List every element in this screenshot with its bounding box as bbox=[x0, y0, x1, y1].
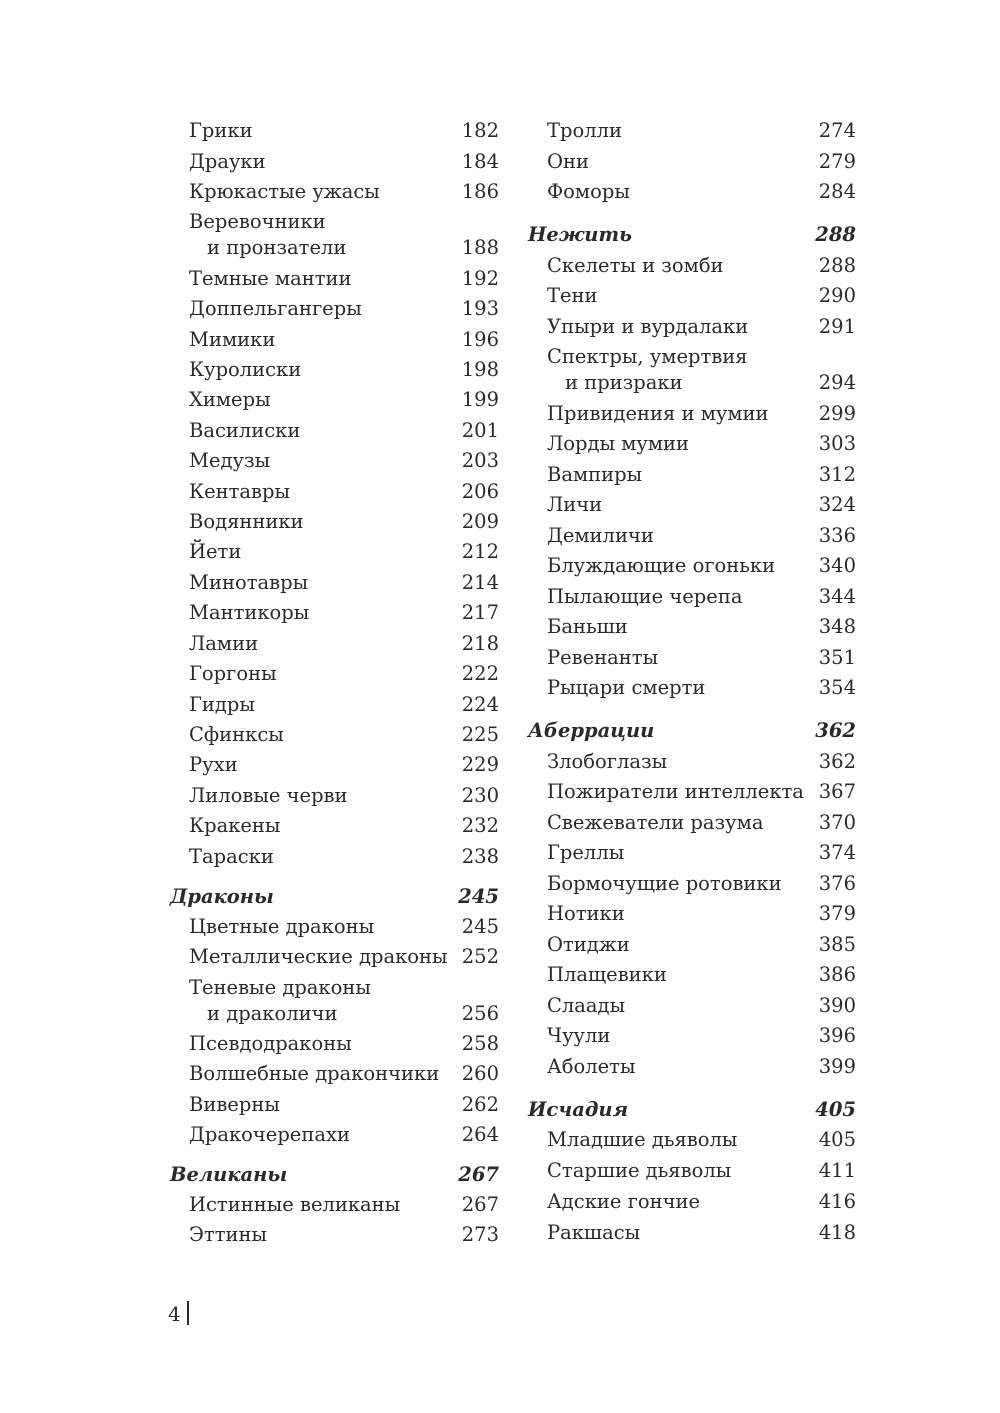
toc-entry-page: 199 bbox=[461, 388, 499, 411]
toc-entry-title: Чуули bbox=[547, 1024, 611, 1047]
toc-entry-page: 258 bbox=[461, 1032, 499, 1055]
toc-entry-page: 245 bbox=[461, 915, 499, 938]
toc-entry-page: 192 bbox=[461, 267, 499, 290]
toc-entry-title: Лиловые черви bbox=[189, 784, 348, 807]
toc-entry-title: Металлические драконы bbox=[189, 945, 448, 968]
toc-entry-title: Гидры bbox=[189, 693, 255, 716]
toc-entry-page: 203 bbox=[461, 449, 499, 472]
toc-entry-page: 385 bbox=[818, 933, 856, 956]
toc-entry-page: 312 bbox=[818, 463, 856, 486]
toc-entry-page: 224 bbox=[461, 693, 499, 716]
toc-entry-page: 340 bbox=[818, 554, 856, 577]
toc-entry-title: Крюкастые ужасы bbox=[189, 180, 380, 203]
toc-entry-title: Личи bbox=[547, 493, 603, 516]
toc-entry-title: Химеры bbox=[189, 388, 271, 411]
toc-entry-title: Ракшасы bbox=[547, 1221, 641, 1244]
toc-entry-title: Василиски bbox=[189, 419, 301, 442]
toc-entry-title: Теневые драконы bbox=[189, 976, 371, 999]
toc-entry-title: Драконы bbox=[170, 885, 274, 908]
toc-entry-title: Злобоглазы bbox=[547, 750, 668, 773]
toc-entry-title: Нотики bbox=[547, 902, 625, 925]
toc-entry-page: 188 bbox=[461, 236, 499, 259]
folio-rule bbox=[187, 1301, 189, 1325]
toc-entry-title: Рухи bbox=[189, 753, 238, 776]
toc-entry-title: Плащевики bbox=[547, 963, 667, 986]
toc-entry-page: 230 bbox=[461, 784, 499, 807]
toc-entry-title: Греллы bbox=[547, 841, 625, 864]
toc-entry-title: Водянники bbox=[189, 510, 304, 533]
toc-entry-page: 186 bbox=[461, 180, 499, 203]
toc-entry-page: 303 bbox=[818, 432, 856, 455]
toc-entry-page: 193 bbox=[461, 297, 499, 320]
toc-entry-title: Дракочерепахи bbox=[189, 1123, 350, 1146]
toc-entry-page: 367 bbox=[818, 780, 856, 803]
toc-entry-title: Рыцари смерти bbox=[547, 676, 706, 699]
toc-entry-title: Лорды мумии bbox=[547, 432, 690, 455]
toc-entry-page: 288 bbox=[818, 254, 856, 277]
toc-entry-page: 238 bbox=[461, 845, 499, 868]
toc-entry-page: 267 bbox=[458, 1163, 499, 1186]
toc-entry-title: Волшебные дракончики bbox=[189, 1062, 440, 1085]
toc-entry-page: 390 bbox=[818, 994, 856, 1017]
toc-entry-page: 225 bbox=[461, 723, 499, 746]
toc-entry-page: 260 bbox=[461, 1062, 499, 1085]
toc-entry-title: Младшие дьяволы bbox=[547, 1128, 738, 1151]
toc-entry-page: 396 bbox=[818, 1024, 856, 1047]
toc-entry-page: 299 bbox=[818, 402, 856, 425]
toc-entry-title: Горгоны bbox=[189, 662, 277, 685]
toc-entry-page: 418 bbox=[818, 1221, 856, 1244]
toc-entry-title: Скелеты и зомби bbox=[547, 254, 724, 277]
toc-entry-title: Сфинксы bbox=[189, 723, 284, 746]
toc-entry-page: 256 bbox=[461, 1002, 499, 1025]
toc-entry-title: Тени bbox=[547, 284, 598, 307]
toc-entry-title: Они bbox=[547, 150, 589, 173]
toc-entry-title: Отиджи bbox=[547, 933, 630, 956]
toc-entry-page: 324 bbox=[818, 493, 856, 516]
toc-entry-title: Свежеватели разума bbox=[547, 811, 764, 834]
toc-entry-page: 252 bbox=[461, 945, 499, 968]
toc-entry-page: 362 bbox=[818, 750, 856, 773]
toc-entry-title: Вампиры bbox=[547, 463, 643, 486]
toc-entry-page: 336 bbox=[818, 524, 856, 547]
toc-entry-page: 405 bbox=[818, 1128, 856, 1151]
toc-entry-title: Медузы bbox=[189, 449, 271, 472]
toc-entry-page: 209 bbox=[461, 510, 499, 533]
toc-entry-title: Тараски bbox=[189, 845, 274, 868]
toc-entry-title: Куролиски bbox=[189, 358, 302, 381]
toc-entry-title: Бормочущие ротовики bbox=[547, 872, 782, 895]
toc-entry-title: Драуки bbox=[189, 150, 266, 173]
toc-entry-title: Грики bbox=[189, 119, 253, 142]
toc-entry-title: Упыри и вурдалаки bbox=[547, 315, 749, 338]
toc-entry-page: 279 bbox=[818, 150, 856, 173]
toc-entry-title: Блуждающие огоньки bbox=[547, 554, 776, 577]
toc-entry-title: Темные мантии bbox=[189, 267, 352, 290]
toc-entry-page: 182 bbox=[461, 119, 499, 142]
toc-entry-page: 262 bbox=[461, 1093, 499, 1116]
toc-entry-title-continued: и драколичи bbox=[207, 1002, 338, 1025]
toc-entry-title: Пылающие черепа bbox=[547, 585, 743, 608]
toc-entry-page: 206 bbox=[461, 480, 499, 503]
toc-entry-page: 201 bbox=[461, 419, 499, 442]
toc-entry-page: 184 bbox=[461, 150, 499, 173]
toc-entry-title: Цветные драконы bbox=[189, 915, 375, 938]
toc-entry-title: Псевдодраконы bbox=[189, 1032, 352, 1055]
toc-entry-title: Спектры, умертвия bbox=[547, 345, 748, 368]
toc-entry-page: 290 bbox=[818, 284, 856, 307]
toc-entry-title: Баньши bbox=[547, 615, 628, 638]
toc-entry-title: Тролли bbox=[547, 119, 623, 142]
toc-entry-title: Веревочники bbox=[189, 210, 326, 233]
toc-entry-page: 374 bbox=[818, 841, 856, 864]
toc-entry-title: Ламии bbox=[189, 632, 259, 655]
toc-entry-page: 386 bbox=[818, 963, 856, 986]
toc-entry-title: Слаады bbox=[547, 994, 626, 1017]
toc-entry-title: Доппельгангеры bbox=[189, 297, 362, 320]
toc-entry-title: Старшие дьяволы bbox=[547, 1159, 732, 1182]
toc-entry-title: Эттины bbox=[189, 1223, 268, 1246]
toc-entry-page: 344 bbox=[818, 585, 856, 608]
toc-entry-title: Великаны bbox=[170, 1163, 288, 1186]
toc-entry-page: 294 bbox=[818, 371, 856, 394]
toc-entry-title: Минотавры bbox=[189, 571, 309, 594]
toc-entry-title: Привидения и мумии bbox=[547, 402, 769, 425]
toc-entry-title: Мимики bbox=[189, 328, 276, 351]
toc-entry-page: 217 bbox=[461, 601, 499, 624]
toc-entry-title: Фоморы bbox=[547, 180, 630, 203]
toc-entry-page: 354 bbox=[818, 676, 856, 699]
toc-entry-page: 273 bbox=[461, 1223, 499, 1246]
toc-entry-title: Ревенанты bbox=[547, 646, 659, 669]
toc-entry-page: 376 bbox=[818, 872, 856, 895]
toc-entry-page: 267 bbox=[461, 1193, 499, 1216]
toc-entry-title: Пожиратели интеллекта bbox=[547, 780, 804, 803]
toc-entry-page: 214 bbox=[461, 571, 499, 594]
toc-entry-page: 288 bbox=[815, 223, 856, 246]
toc-entry-page: 379 bbox=[818, 902, 856, 925]
toc-entry-page: 212 bbox=[461, 540, 499, 563]
toc-entry-title: Исчадия bbox=[528, 1098, 629, 1121]
toc-entry-page: 348 bbox=[818, 615, 856, 638]
toc-entry-title: Кракены bbox=[189, 814, 281, 837]
toc-entry-page: 291 bbox=[818, 315, 856, 338]
page-number: 4 bbox=[168, 1302, 181, 1326]
toc-entry-title: Нежить bbox=[528, 223, 632, 246]
toc-entry-page: 284 bbox=[818, 180, 856, 203]
toc-entry-page: 274 bbox=[818, 119, 856, 142]
toc-entry-title: Кентавры bbox=[189, 480, 291, 503]
toc-entry-page: 245 bbox=[458, 885, 499, 908]
toc-entry-title-continued: и призраки bbox=[565, 371, 683, 394]
toc-entry-page: 218 bbox=[461, 632, 499, 655]
toc-entry-page: 351 bbox=[818, 646, 856, 669]
toc-entry-title: Аберрации bbox=[528, 719, 655, 742]
toc-entry-page: 399 bbox=[818, 1055, 856, 1078]
toc-entry-title: Аболеты bbox=[547, 1055, 636, 1078]
toc-entry-page: 405 bbox=[815, 1098, 856, 1121]
page-folio bbox=[168, 1300, 189, 1328]
toc-entry-page: 264 bbox=[461, 1123, 499, 1146]
toc-entry-title: Виверны bbox=[189, 1093, 280, 1116]
toc-entry-title: Йети bbox=[189, 540, 242, 563]
toc-entry-title: Истинные великаны bbox=[189, 1193, 401, 1216]
toc-entry-page: 416 bbox=[818, 1190, 856, 1213]
toc-entry-title-continued: и пронзатели bbox=[207, 236, 347, 259]
toc-entry-title: Мантикоры bbox=[189, 601, 310, 624]
toc-entry-page: 232 bbox=[461, 814, 499, 837]
toc-entry-title: Демиличи bbox=[547, 524, 654, 547]
toc-entry-page: 229 bbox=[461, 753, 499, 776]
toc-entry-page: 198 bbox=[461, 358, 499, 381]
toc-entry-title: Адские гончие bbox=[547, 1190, 701, 1213]
toc-entry-page: 222 bbox=[461, 662, 499, 685]
toc-entry-page: 370 bbox=[818, 811, 856, 834]
toc-entry-page: 411 bbox=[818, 1159, 856, 1182]
toc-entry-page: 196 bbox=[461, 328, 499, 351]
toc-entry-page: 362 bbox=[815, 719, 856, 742]
